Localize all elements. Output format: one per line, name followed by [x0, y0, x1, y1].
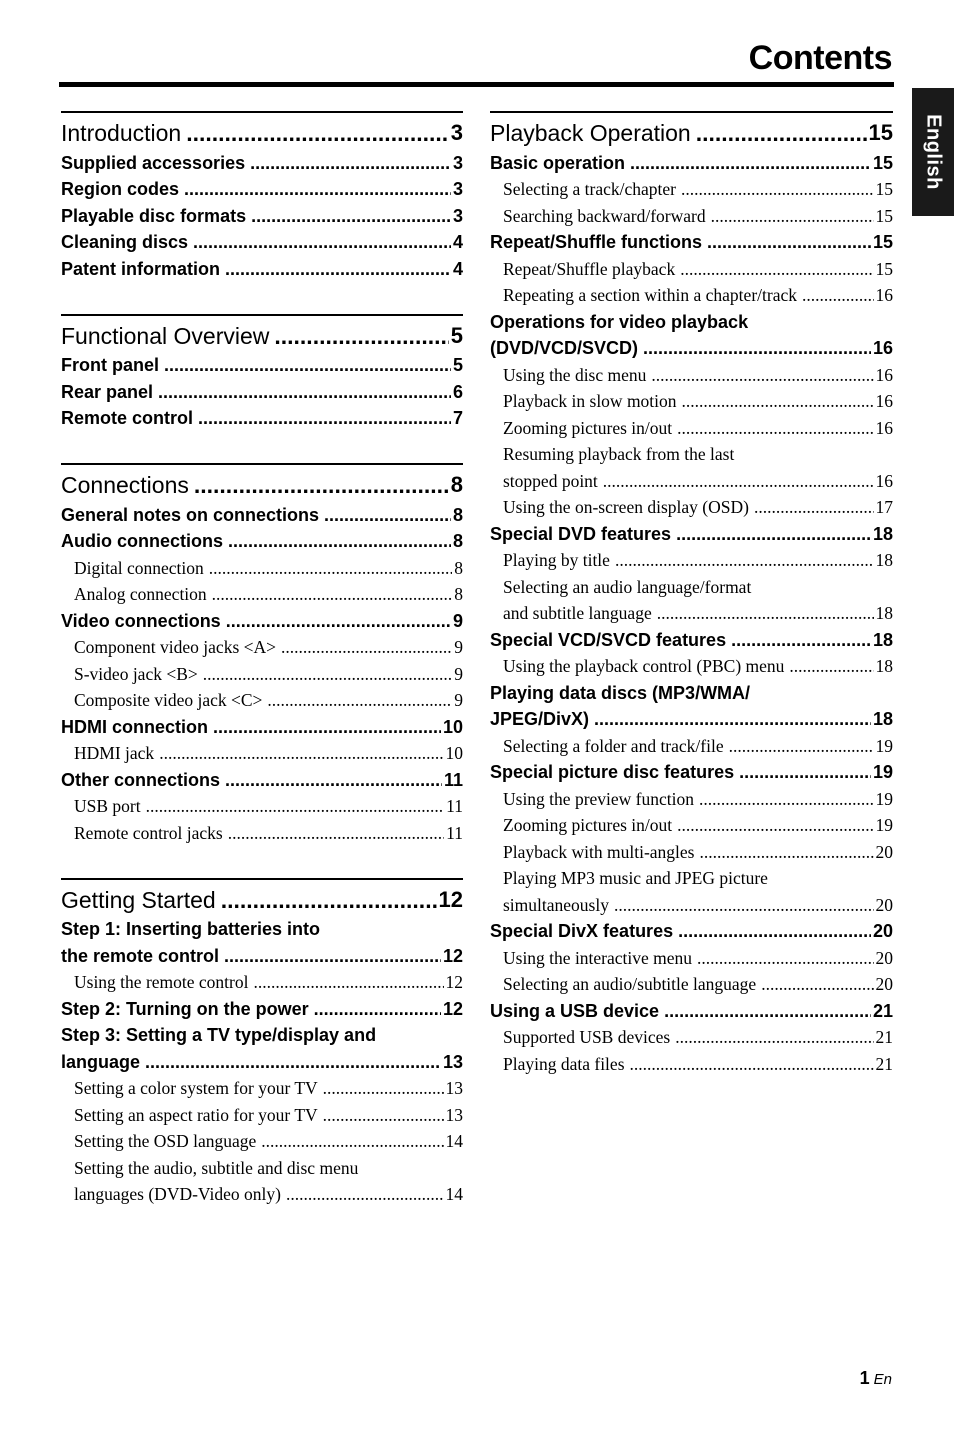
dot-leader — [253, 972, 443, 993]
toc-subheading-page: 3 — [452, 152, 463, 173]
toc-subheading[interactable] — [61, 711, 463, 738]
toc-subheading[interactable] — [61, 526, 463, 553]
language-tab — [912, 88, 954, 216]
toc-subheading-text: Basic operation — [490, 152, 626, 173]
page-title: Contents — [748, 39, 892, 77]
toc-entry-text: Playback with multi-angles — [503, 841, 695, 862]
toc-entry-page: 12 — [445, 972, 463, 992]
page-number: 1 — [859, 1368, 870, 1388]
toc-subheading-text: Repeat/Shuffle functions — [490, 232, 703, 252]
toc-entry-page: 16 — [875, 391, 893, 411]
toc-subheading-page: 3 — [452, 179, 463, 199]
toc-entry-page: 21 — [875, 1027, 893, 1047]
toc-subheading-page: 20 — [872, 921, 893, 941]
toc-entry-page: 8 — [454, 584, 463, 604]
toc-entry-page: 15 — [875, 205, 893, 226]
dot-leader — [651, 365, 873, 386]
toc-subheading-text: Patent information — [61, 258, 221, 279]
toc-entry[interactable] — [61, 658, 463, 685]
toc-entry-text: Setting the audio, subtitle and disc menu — [74, 1157, 359, 1178]
toc-entry-line1[interactable] — [490, 571, 893, 598]
toc-entry[interactable] — [490, 889, 893, 916]
toc-entry-text: Selecting an audio/subtitle language — [503, 974, 757, 994]
toc-entry-text: and subtitle language — [503, 603, 652, 623]
toc-entry-text: languages (DVD-Video only) — [74, 1184, 281, 1204]
toc-entry-text: Using the preview function — [503, 788, 694, 809]
toc-subheading-line1[interactable] — [490, 677, 893, 704]
toc-subheading[interactable] — [490, 624, 893, 651]
toc-entry[interactable] — [490, 598, 893, 625]
toc-entry-page: 19 — [875, 815, 893, 835]
toc-subheading[interactable] — [61, 605, 463, 632]
toc-entry-text: Repeating a section within a chapter/track — [503, 285, 797, 305]
toc-subheading-page: 19 — [872, 762, 893, 782]
toc-entry-page: 18 — [875, 656, 893, 676]
toc-entry-page: 9 — [454, 690, 463, 710]
title-rule — [59, 82, 894, 87]
toc-subheading-page: 11 — [443, 769, 463, 790]
dot-leader — [677, 815, 873, 836]
toc-entry-text: Selecting a folder and track/file — [503, 735, 724, 756]
toc-entry[interactable] — [490, 253, 893, 280]
toc-entry-page: 10 — [445, 743, 463, 763]
toc-entry-line1[interactable] — [490, 863, 893, 890]
toc-subheading-page: 3 — [452, 205, 463, 226]
toc-subheading-page: 18 — [872, 629, 893, 650]
toc-entry[interactable] — [61, 1099, 463, 1126]
dot-leader — [274, 323, 448, 350]
toc-section — [490, 111, 893, 1075]
toc-subheading-text: (DVD/VCD/SVCD) — [490, 338, 639, 358]
dot-leader — [184, 179, 451, 200]
dot-leader — [678, 921, 871, 942]
toc-entry[interactable] — [490, 836, 893, 863]
toc-subheading[interactable] — [490, 227, 893, 254]
toc-entry-page: 18 — [875, 603, 893, 623]
dot-leader — [697, 948, 873, 969]
toc-entry-page: 16 — [875, 285, 893, 305]
dot-leader — [228, 823, 444, 844]
toc-subheading[interactable] — [490, 147, 893, 174]
toc-subheading-text: Supplied accessories — [61, 152, 246, 173]
section-heading-text: Connections — [61, 472, 189, 498]
page-footer — [860, 1368, 892, 1389]
toc-subheading-text: Other connections — [61, 769, 221, 790]
toc-subheading-text: Special picture disc features — [490, 762, 735, 782]
toc-entry-text: Selecting an audio language/format — [503, 576, 752, 597]
toc-entry-page: 8 — [454, 557, 463, 578]
toc-subheading[interactable] — [490, 704, 893, 731]
dot-leader — [682, 391, 874, 412]
dot-leader — [739, 762, 871, 783]
toc-subheading-text: language — [61, 1051, 141, 1072]
dot-leader — [731, 630, 871, 651]
toc-entry-text: Composite video jack <C> — [74, 690, 263, 710]
toc-subheading-page: 13 — [442, 1051, 463, 1072]
toc-entry-page: 14 — [445, 1131, 463, 1151]
toc-subheading-page: 21 — [872, 1000, 893, 1021]
toc-subheading[interactable] — [61, 499, 463, 526]
language-tab-label: English — [922, 114, 945, 190]
toc-entry[interactable] — [490, 730, 893, 757]
dot-leader — [164, 355, 451, 376]
toc-entry-text: simultaneously — [503, 894, 609, 915]
toc-entry-text: Playing by title — [503, 550, 610, 570]
toc-entry[interactable] — [490, 942, 893, 969]
toc-subheading-page: 18 — [872, 709, 893, 729]
toc-subheading-text: HDMI connection — [61, 716, 208, 737]
toc-subheading-text: Special DVD features — [490, 523, 672, 544]
dot-leader — [754, 497, 874, 518]
page-language-code: En — [873, 1371, 892, 1388]
dot-leader — [677, 418, 873, 439]
toc-subheading-text: General notes on connections — [61, 504, 320, 525]
dot-leader — [615, 550, 874, 571]
toc-entry-text: Playing MP3 music and JPEG picture — [503, 868, 768, 888]
toc-entry-page: 21 — [875, 1053, 893, 1074]
toc-section — [61, 314, 463, 430]
toc-entry-page: 15 — [875, 179, 893, 199]
toc-entry[interactable] — [490, 545, 893, 572]
toc-entry-text: Using the interactive menu — [503, 947, 693, 968]
toc-subheading[interactable] — [490, 916, 893, 943]
toc-entry[interactable] — [490, 465, 893, 492]
toc-subheading-text: Cleaning discs — [61, 232, 189, 252]
toc-entry-page: 13 — [445, 1104, 463, 1125]
toc-subheading-text: the remote control — [61, 945, 220, 966]
toc-entry[interactable] — [61, 632, 463, 659]
toc-section — [61, 878, 463, 1206]
toc-subheading[interactable] — [61, 1046, 463, 1073]
dot-leader — [224, 946, 441, 967]
toc-subheading[interactable] — [61, 764, 463, 791]
toc-entry-text: Using the on-screen display (OSD) — [503, 497, 749, 517]
section-heading-page: 15 — [868, 120, 893, 145]
dot-leader — [286, 1184, 444, 1205]
toc-entry-text: Digital connection — [74, 557, 204, 578]
toc-entry[interactable] — [490, 412, 893, 439]
section-heading-page: 5 — [450, 322, 463, 348]
toc-entry[interactable] — [490, 651, 893, 678]
toc-subheading-text: Video connections — [61, 610, 221, 631]
toc-entry[interactable] — [61, 791, 463, 818]
toc-column-left — [61, 111, 463, 1205]
toc-section — [61, 111, 463, 280]
dot-leader — [226, 611, 451, 632]
toc-subheading-text: Special VCD/SVCD features — [490, 629, 727, 650]
toc-entry[interactable] — [490, 1048, 893, 1075]
toc-subheading-page: 4 — [452, 232, 463, 252]
toc-subheading-page: 15 — [872, 152, 893, 173]
dot-leader — [675, 1027, 873, 1048]
dot-leader — [323, 1105, 444, 1126]
dot-leader — [251, 206, 451, 227]
dot-leader — [680, 259, 873, 280]
toc-entry-page: 20 — [875, 947, 893, 968]
toc-subheading-line1[interactable] — [490, 306, 893, 333]
toc-entry[interactable] — [490, 810, 893, 837]
toc-subheading-page: 6 — [452, 381, 463, 402]
dot-leader — [261, 1131, 443, 1152]
toc-entry-text: Selecting a track/chapter — [503, 179, 676, 199]
toc-entry[interactable] — [490, 280, 893, 307]
section-heading-page: 8 — [450, 472, 463, 497]
toc-subheading[interactable] — [61, 940, 463, 967]
dot-leader — [213, 717, 441, 738]
dot-leader — [314, 999, 441, 1020]
section-heading-text: Introduction — [61, 120, 182, 146]
toc-entry-text: Setting a color system for your TV — [74, 1078, 318, 1098]
toc-subheading-text: Step 3: Setting a TV type/display and — [61, 1025, 377, 1045]
toc-entry[interactable] — [61, 817, 463, 844]
toc-subheading-text: Playing data discs (MP3/WMA/ — [490, 682, 751, 703]
toc-subheading-text: Front panel — [61, 355, 159, 375]
toc-subheading-page: 8 — [452, 531, 463, 551]
toc-subheading[interactable] — [490, 518, 893, 545]
section-heading-page: 12 — [438, 886, 463, 912]
dot-leader — [281, 637, 452, 658]
toc-entry[interactable] — [61, 967, 463, 994]
toc-entry[interactable] — [490, 969, 893, 996]
dot-leader — [707, 232, 871, 253]
toc-subheading[interactable] — [61, 200, 463, 227]
dot-leader — [630, 153, 871, 174]
toc-entry-text: Supported USB devices — [503, 1027, 671, 1047]
dot-leader — [761, 974, 873, 995]
toc-entry[interactable] — [490, 359, 893, 386]
toc-entry-line1[interactable] — [61, 1152, 463, 1179]
toc-column-right — [490, 111, 893, 1075]
dot-leader — [603, 471, 874, 492]
toc-subheading-page: 7 — [452, 408, 463, 428]
toc-entry-text: stopped point — [503, 470, 598, 491]
toc-subheading[interactable] — [61, 174, 463, 201]
section-heading-text: Getting Started — [61, 886, 216, 913]
toc-subheading-page: 10 — [442, 716, 463, 737]
toc-subheading[interactable] — [61, 227, 463, 254]
toc-entry-text: HDMI jack — [74, 743, 155, 763]
toc-entry[interactable] — [61, 1073, 463, 1100]
toc-entry-text: Component video jacks <A> — [74, 637, 277, 657]
dot-leader — [699, 789, 874, 810]
section-heading-text: Playback Operation — [490, 120, 691, 146]
toc-subheading-text: Using a USB device — [490, 1000, 660, 1021]
dot-leader — [212, 584, 453, 605]
dot-leader — [159, 743, 443, 764]
section-heading[interactable] — [61, 880, 463, 914]
dot-leader — [729, 736, 874, 757]
toc-entry-text: Playback in slow motion — [503, 391, 677, 411]
toc-subheading-page: 9 — [452, 610, 463, 631]
dot-leader — [802, 285, 874, 306]
toc-entry-text: Zooming pictures in/out — [503, 417, 673, 438]
section-heading-page: 3 — [450, 120, 463, 145]
dot-leader — [145, 1052, 441, 1073]
dot-leader — [198, 408, 451, 429]
section-gap — [61, 844, 463, 878]
dot-leader — [193, 232, 451, 253]
toc-entry-page: 16 — [875, 364, 893, 385]
dot-leader — [225, 259, 451, 280]
toc-entry[interactable] — [61, 685, 463, 712]
toc-entry[interactable] — [490, 783, 893, 810]
dot-leader — [696, 120, 867, 147]
toc-subheading-page: 4 — [452, 258, 463, 279]
dot-leader — [323, 1078, 444, 1099]
dot-leader — [614, 895, 874, 916]
toc-entry-text: Using the disc menu — [503, 364, 647, 385]
toc-entry-page: 13 — [445, 1078, 463, 1098]
toc-entry-page: 17 — [875, 497, 893, 517]
toc-subheading-page: 18 — [872, 523, 893, 544]
toc-subheading-text: Region codes — [61, 179, 180, 199]
toc-subheading[interactable] — [61, 403, 463, 430]
toc-entry[interactable] — [61, 738, 463, 765]
toc-entry-text: Playing data files — [503, 1053, 625, 1074]
toc-subheading[interactable] — [61, 350, 463, 377]
toc-entry[interactable] — [490, 492, 893, 519]
toc-subheading-text: Step 2: Turning on the power — [61, 998, 309, 1019]
toc-entry[interactable] — [490, 200, 893, 227]
toc-entry-text: USB port — [74, 796, 141, 816]
toc-entry-line1[interactable] — [490, 439, 893, 466]
toc-entry-page: 19 — [875, 735, 893, 756]
toc-subheading-text: Remote control — [61, 408, 194, 428]
dot-leader — [250, 153, 451, 174]
toc-subheading[interactable] — [61, 376, 463, 403]
section-heading-text: Functional Overview — [61, 322, 270, 349]
toc-entry[interactable] — [61, 1179, 463, 1206]
toc-subheading-text: Playable disc formats — [61, 205, 247, 226]
toc-subheading[interactable] — [490, 757, 893, 784]
dot-leader — [594, 709, 871, 730]
dot-leader — [711, 206, 874, 227]
toc-subheading-page: 8 — [452, 504, 463, 525]
toc-entry-page: 11 — [446, 822, 463, 843]
toc-subheading-page: 16 — [872, 338, 893, 358]
toc-entry-page: 20 — [875, 894, 893, 915]
dot-leader — [676, 524, 871, 545]
toc-entry-text: Zooming pictures in/out — [503, 815, 673, 835]
dot-leader — [700, 842, 874, 863]
toc-entry-text: Remote control jacks — [74, 822, 223, 843]
toc-entry-page: 9 — [454, 663, 463, 684]
dot-leader — [681, 179, 874, 200]
toc-entry-text: Analog connection — [74, 584, 207, 604]
toc-subheading-page: 12 — [442, 998, 463, 1019]
dot-leader — [194, 472, 449, 499]
toc-entry[interactable] — [490, 1022, 893, 1049]
dot-leader — [146, 796, 445, 817]
toc-subheading[interactable] — [61, 147, 463, 174]
toc-subheading[interactable] — [61, 253, 463, 280]
dot-leader — [225, 770, 442, 791]
section-gap — [61, 280, 463, 314]
toc-subheading-page: 5 — [452, 355, 463, 375]
toc-subheading[interactable] — [490, 333, 893, 360]
section-heading[interactable] — [61, 465, 463, 499]
toc-subheading-text: Special DivX features — [490, 921, 674, 941]
toc-subheading-page: 15 — [872, 232, 893, 252]
dot-leader — [267, 690, 452, 711]
toc-entry-page: 16 — [875, 417, 893, 438]
dot-leader — [221, 887, 437, 914]
toc-entry-text: Setting the OSD language — [74, 1131, 257, 1151]
dot-leader — [324, 505, 451, 526]
toc-subheading-text: JPEG/DivX) — [490, 709, 590, 729]
toc-entry[interactable] — [490, 386, 893, 413]
toc-subheading-line1[interactable] — [61, 1020, 463, 1047]
toc-section — [61, 463, 463, 844]
toc-entry[interactable] — [490, 174, 893, 201]
toc-entry-text: S-video jack <B> — [74, 663, 198, 684]
toc-entry-text: Resuming playback from the last — [503, 444, 735, 464]
section-gap — [61, 429, 463, 463]
toc-entry-text: Using the remote control — [74, 972, 249, 992]
dot-leader — [203, 664, 453, 685]
toc-subheading[interactable] — [61, 993, 463, 1020]
toc-subheading-text: Step 1: Inserting batteries into — [61, 919, 321, 939]
toc-entry[interactable] — [61, 552, 463, 579]
toc-subheading-text: Operations for video playback — [490, 311, 749, 332]
dot-leader — [630, 1054, 874, 1075]
toc-subheading-text: Audio connections — [61, 531, 223, 551]
toc-entry-page: 19 — [875, 788, 893, 809]
toc-entry-text: Using the playback control (PBC) menu — [503, 656, 785, 676]
toc-entry-page: 16 — [875, 470, 893, 491]
toc-entry-page: 11 — [446, 796, 463, 816]
toc-subheading-line1[interactable] — [61, 914, 463, 941]
toc-entry[interactable] — [61, 1126, 463, 1153]
toc-entry-page: 20 — [875, 974, 893, 994]
dot-leader — [664, 1001, 871, 1022]
toc-entry-page: 15 — [875, 258, 893, 279]
dot-leader — [789, 656, 873, 677]
toc-entry-page: 9 — [454, 637, 463, 657]
toc-entry-page: 18 — [875, 550, 893, 570]
dot-leader — [228, 531, 451, 552]
toc-entry-page: 14 — [445, 1184, 463, 1204]
section-heading[interactable] — [61, 113, 463, 147]
section-heading[interactable] — [490, 113, 893, 147]
toc-subheading-page: 12 — [442, 945, 463, 966]
dot-leader — [186, 120, 449, 147]
dot-leader — [209, 558, 452, 579]
toc-entry-text: Searching backward/forward — [503, 205, 706, 226]
toc-subheading-text: Rear panel — [61, 381, 154, 402]
dot-leader — [158, 382, 451, 403]
toc-entry-text: Setting an aspect ratio for your TV — [74, 1104, 318, 1125]
toc-entry-text: Repeat/Shuffle playback — [503, 258, 676, 279]
toc-entry-page: 20 — [875, 841, 893, 862]
section-heading[interactable] — [61, 316, 463, 350]
dot-leader — [643, 338, 871, 359]
toc-subheading[interactable] — [490, 995, 893, 1022]
dot-leader — [657, 603, 874, 624]
toc-entry[interactable] — [61, 579, 463, 606]
